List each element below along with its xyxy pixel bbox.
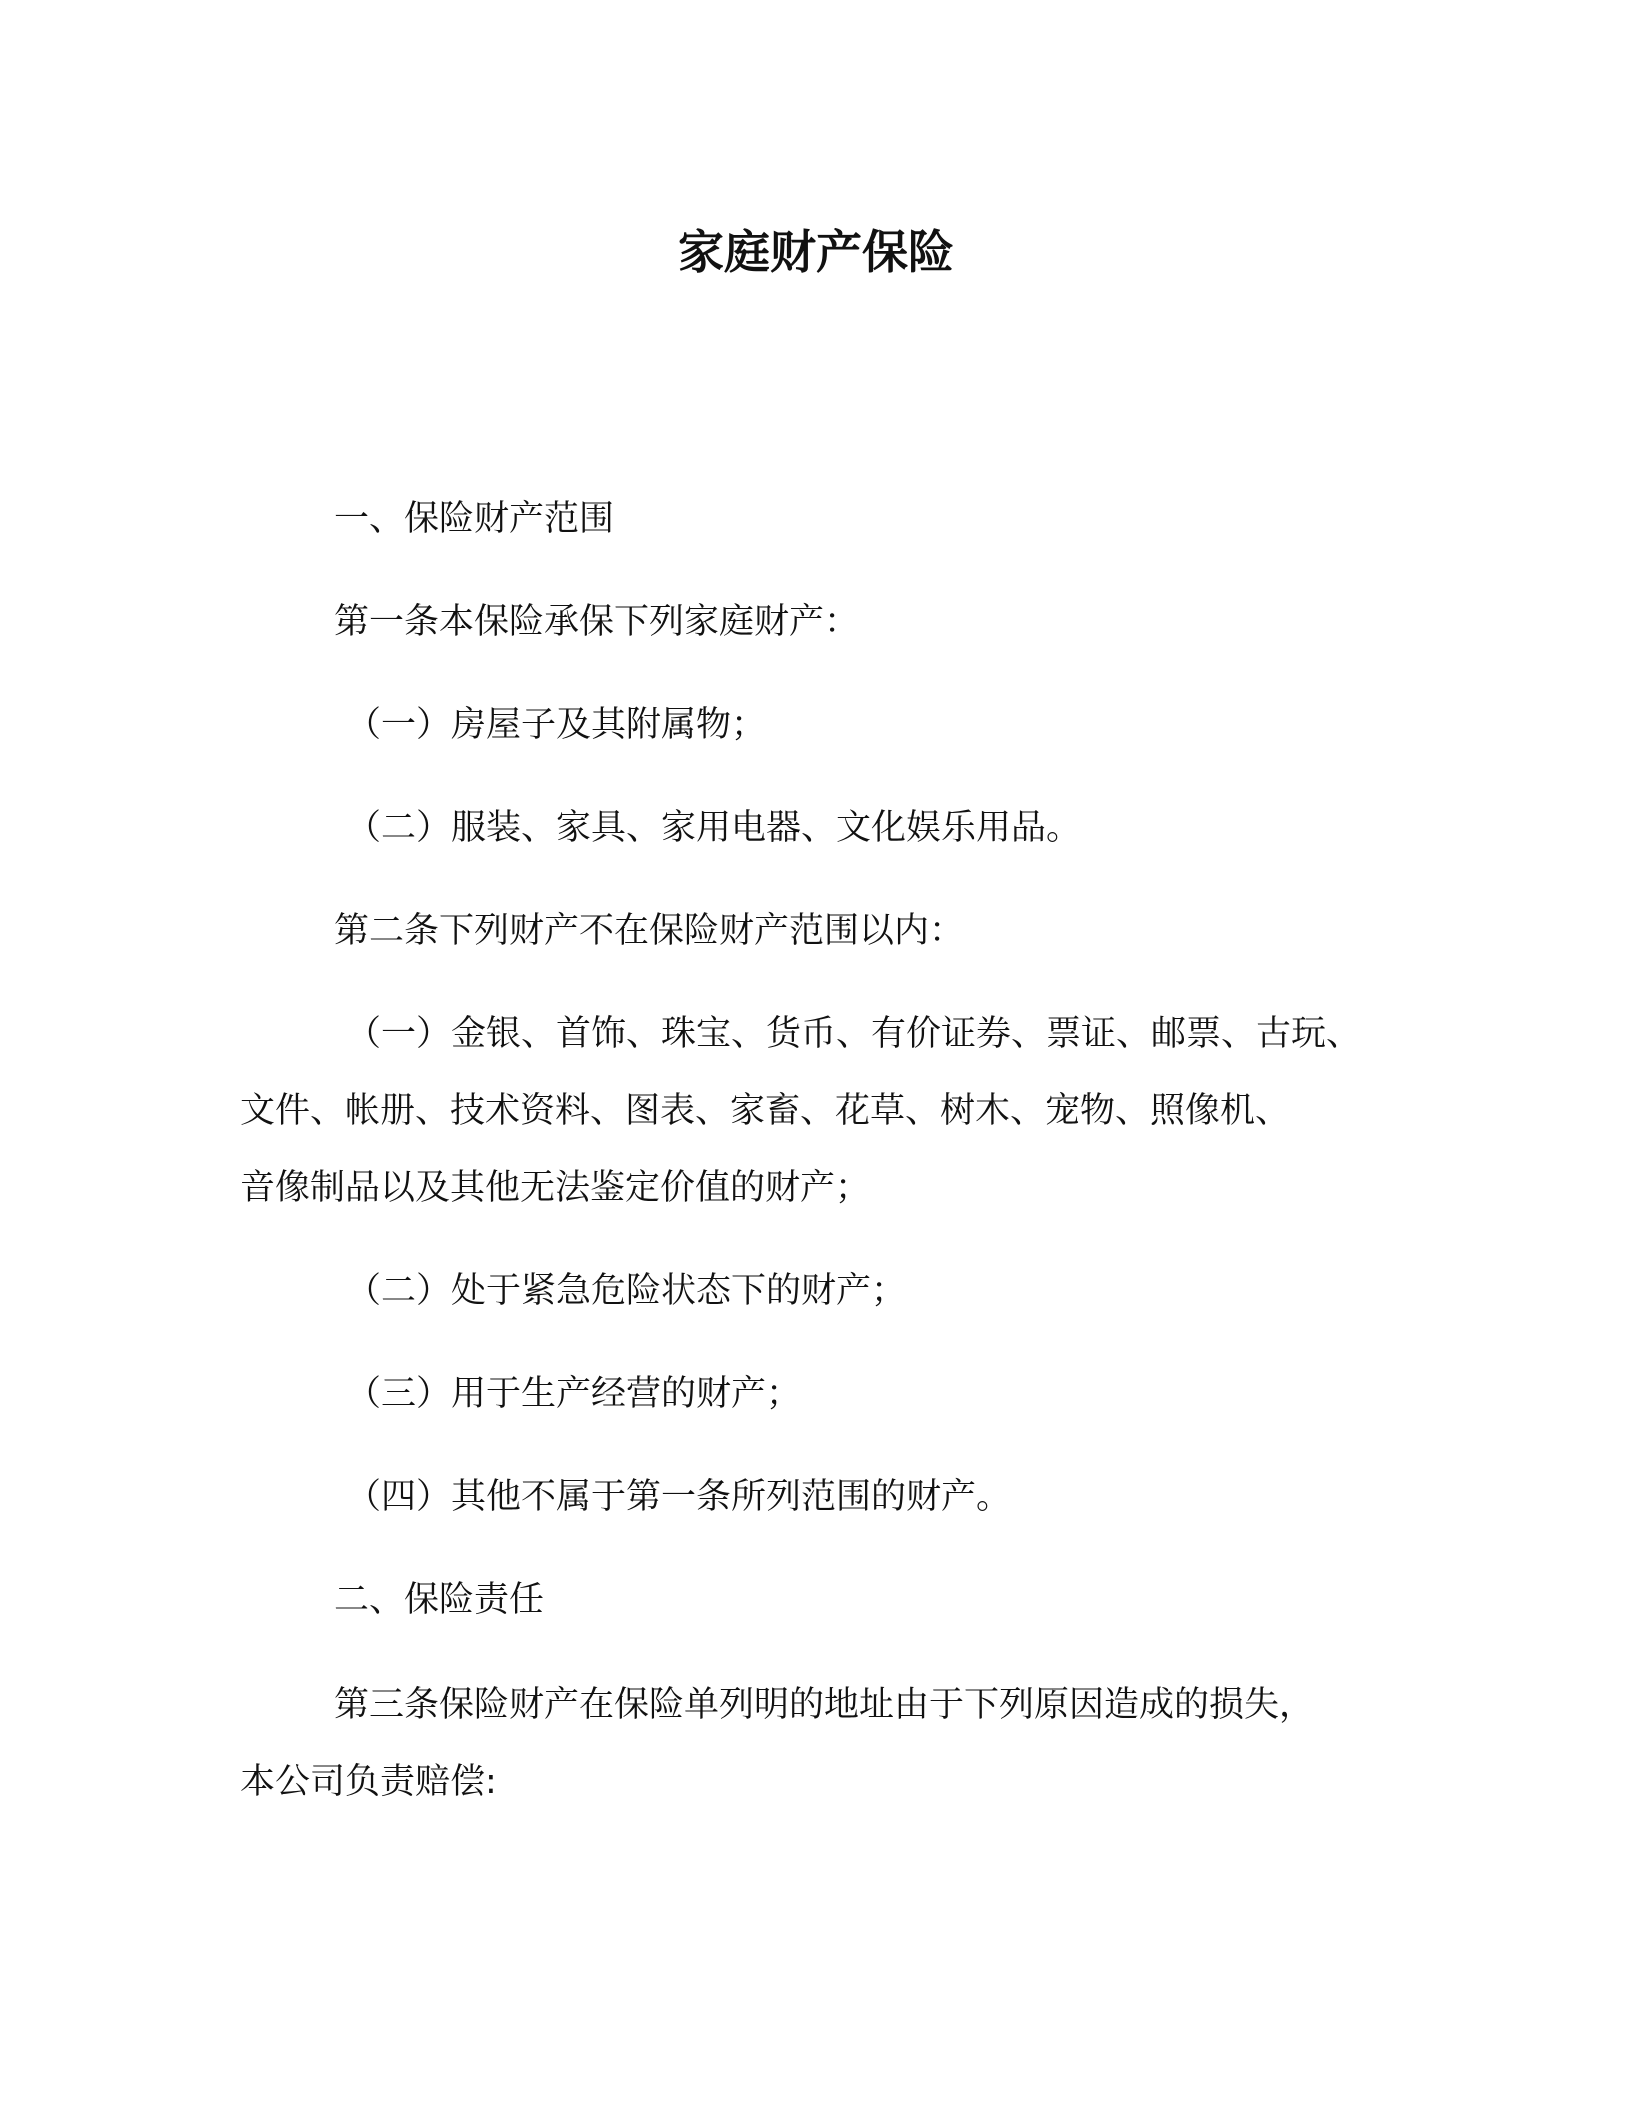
article-1-item-1: （一）房屋子及其附属物； (346, 705, 767, 745)
article-2-item-1-line-3: 音像制品以及其他无法鉴定价值的财产； (240, 1168, 871, 1208)
page-title: 家庭财产保险 (678, 225, 954, 279)
article-1-item-2: （二）服装、家具、家用电器、文化娱乐用品。 (346, 808, 1082, 848)
section-heading-2: 二、保险责任 (334, 1580, 545, 1620)
article-2-item-3: （三）用于生产经营的财产； (346, 1374, 802, 1414)
article-1-text: 第一条本保险承保下列家庭财产： (334, 602, 860, 642)
article-3-line-1: 第三条保险财产在保险单列明的地址由于下列原因造成的损失， (334, 1685, 1315, 1725)
section-heading-1: 一、保险财产范围 (334, 499, 615, 539)
article-2-item-2: （二）处于紧急危险状态下的财产； (346, 1271, 907, 1311)
article-3-line-2: 本公司负责赔偿: (240, 1762, 497, 1802)
article-2-item-1-line-2: 文件、帐册、技术资料、图表、家畜、花草、树木、宠物、照像机、 (240, 1091, 1291, 1131)
article-2-text: 第二条下列财产不在保险财产范围以内： (334, 911, 965, 951)
article-2-item-1-line-1: （一）金银、首饰、珠宝、货币、有价证券、票证、邮票、古玩、 (346, 1014, 1362, 1054)
article-2-item-4: （四）其他不属于第一条所列范围的财产。 (346, 1477, 1012, 1517)
